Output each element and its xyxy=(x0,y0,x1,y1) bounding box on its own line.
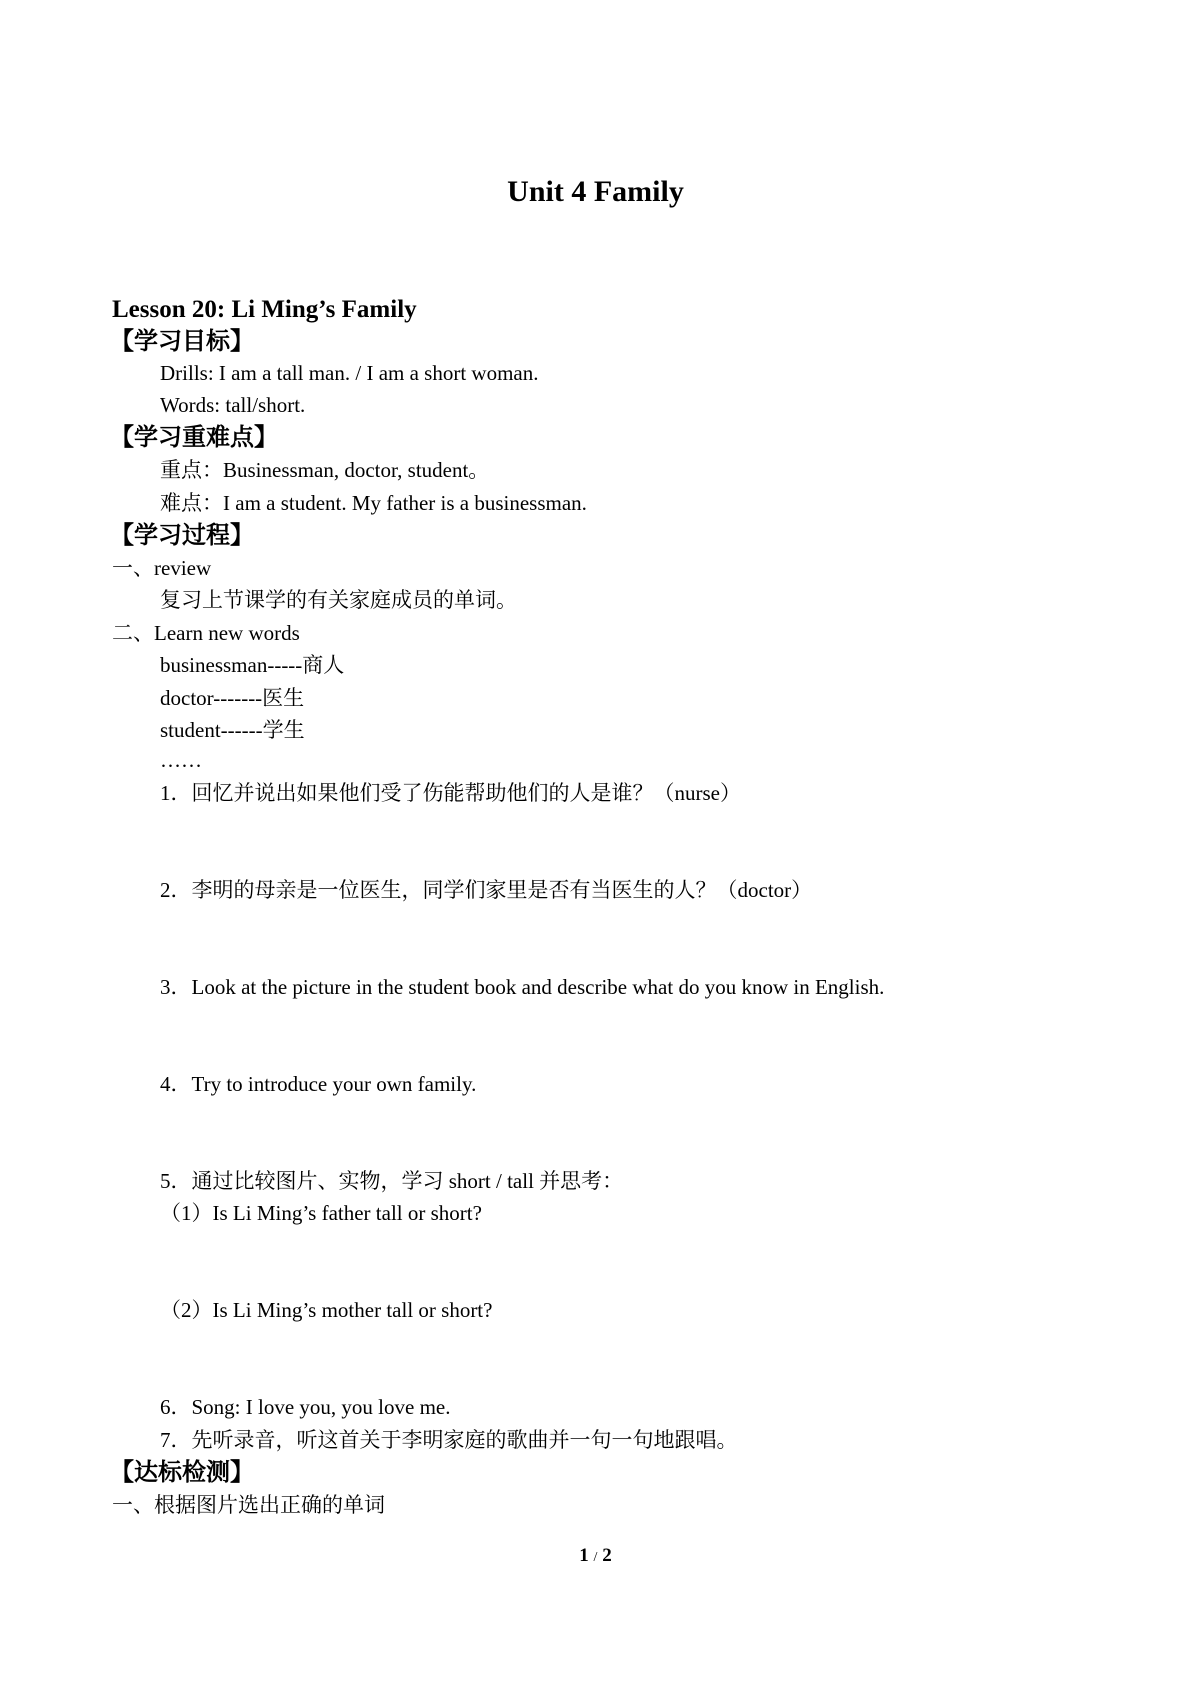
process-step: 6．Song: I love you, you love me. xyxy=(160,1395,451,1419)
total-pages-number: 2 xyxy=(602,1545,612,1566)
key-point-focus: 重点：Businessman, doctor, student。 xyxy=(160,458,490,482)
review-text: 复习上节课学的有关家庭成员的单词。 xyxy=(160,588,517,612)
section-key-points-heading: 【学习重难点】 xyxy=(110,425,278,451)
key-point-difficulty: 难点：I am a student. My father is a businessman. xyxy=(160,491,587,515)
lesson-title: Lesson 20: Li Ming’s Family xyxy=(112,296,417,323)
process-step: 4．Try to introduce your own family. xyxy=(160,1072,477,1096)
section-objectives-heading: 【学习目标】 xyxy=(110,329,254,355)
process-sub-question: （1）Is Li Ming’s father tall or short? xyxy=(160,1201,482,1225)
new-words-heading: 二、Learn new words xyxy=(112,621,300,645)
process-sub-question: （2）Is Li Ming’s mother tall or short? xyxy=(160,1298,493,1322)
assessment-item: 一、根据图片选出正确的单词 xyxy=(112,1493,385,1517)
current-page-number: 1 xyxy=(579,1545,589,1566)
objectives-drills: Drills: I am a tall man. / I am a short woman. xyxy=(160,361,539,385)
process-step: 7．先听录音，听这首关于李明家庭的歌曲并一句一句地跟唱。 xyxy=(160,1428,738,1452)
vocab-item: doctor-------医生 xyxy=(160,686,305,710)
vocab-item: businessman-----商人 xyxy=(160,653,345,677)
page-number xyxy=(0,1543,1191,1571)
section-assessment-heading: 【达标检测】 xyxy=(110,1460,254,1486)
process-step: 2．李明的母亲是一位医生，同学们家里是否有当医生的人？（doctor） xyxy=(160,878,813,902)
vocab-item: student------学生 xyxy=(160,718,305,742)
objectives-words: Words: tall/short. xyxy=(160,393,306,417)
process-step: 5．通过比较图片、实物，学习 short / tall 并思考： xyxy=(160,1169,624,1193)
process-step: 3．Look at the picture in the student book and describe what do you know in English. xyxy=(160,975,885,999)
review-heading: 一、review xyxy=(112,556,212,580)
vocab-ellipsis: …… xyxy=(160,748,202,772)
section-process-heading: 【学习过程】 xyxy=(110,523,254,549)
process-step: 1．回忆并说出如果他们受了伤能帮助他们的人是谁？（nurse） xyxy=(160,781,741,805)
page-separator: / xyxy=(593,1550,598,1565)
unit-title: Unit 4 Family xyxy=(507,175,684,208)
